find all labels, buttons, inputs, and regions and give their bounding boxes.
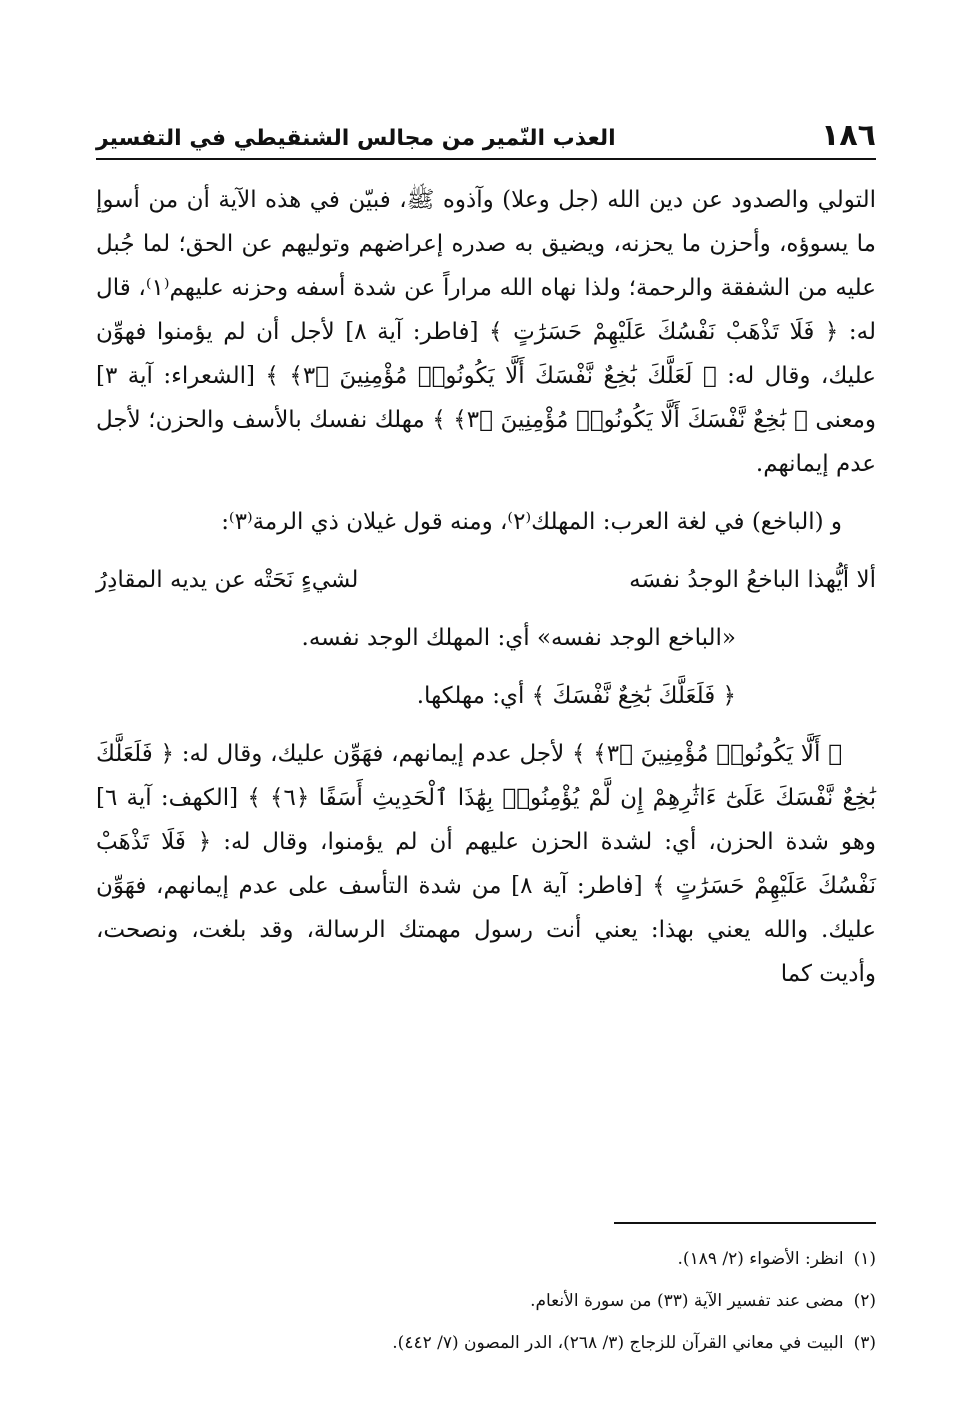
paragraph-1: التولي والصدود عن دين الله (جل وعلا) وآذوه ﷺ، فبيّن في هذه الآية أن من أسوإ ما يسوؤه، وأحزن ما يحزنه، ويضيق به صدره إعراضهم وتوليهم عن الحق؛ لما جُبل عليه من الشفقة والرحمة؛ ولذا نهاه الله مراراً عن شدة أسفه وحزنه عليهم⁽١⁾، قال له: ﴿ فَلَا تَذْهَبْ نَفْسُكَ عَلَيْهِمْ حَسَرَٰتٍ ﴾ [فاطر: آية ٨] لأجل أن لم يؤمنوا فهوِّن عليك، وقال له: ﴿ لَعَلَّكَ بَٰخِعٌ نَّفْسَكَ أَلَّا يَكُونُوا۟ مُؤْمِنِينَ ﴿٣﴾ ﴾ [الشعراء: آية ٣] ومعنى ﴿ بَٰخِعٌ نَّفْسَكَ أَلَّا يَكُونُوا۟ مُؤْمِنِينَ ﴿٣﴾ ﴾ مهلك نفسك بالأسف والحزن؛ لأجل عدم إيمانهم. [96, 187, 877, 477]
footnote-divider [614, 1222, 876, 1224]
footnote-number: (٣) [853, 1333, 876, 1353]
footnote-2 [96, 1280, 876, 1322]
footnotes [96, 1238, 876, 1364]
footnote-3 [96, 1322, 876, 1364]
footnote-number: (١) [853, 1249, 876, 1269]
main-text [96, 178, 876, 1010]
footnote-1 [96, 1238, 876, 1280]
footnote-text: انظر: الأضواء (٢/ ١٨٩). [677, 1249, 844, 1269]
poetry-verse [96, 558, 876, 602]
paragraph-3: ﴿ أَلَّا يَكُونُوا۟ مُؤْمِنِينَ ﴿٣﴾ ﴾ لأجل عدم إيمانهم، فهَوِّن عليك، وقال له: ﴿ فَلَعَلَّكَ بَٰخِعٌ نَّفْسَكَ عَلَىٰٓ ءَاثَٰرِهِمْ إِن لَّمْ يُؤْمِنُوا۟ بِهَٰذَا ٱلْحَدِيثِ أَسَفًا ﴿٦﴾ ﴾ [الكهف: آية ٦] وهو شدة الحزن، أي: لشدة الحزن عليهم أن لم يؤمنوا، وقال له: ﴿ فَلَا تَذْهَبْ نَفْسُكَ عَلَيْهِمْ حَسَرَٰتٍ ﴾ [فاطر: آية ٨] من شدة التأسف على عدم إيمانهم، فهَوِّن عليك. والله يعني بهذا: يعني أنت رسول مهمتك الرسالة، وقد بلغت، ونصحت، وأديت كما [96, 741, 876, 987]
page-number: ١٨٦ [821, 118, 876, 153]
verse-first-hemistich: ألا أيُّهذا الباخعُ الوجدُ نفسَه [629, 567, 876, 593]
gloss-2: ﴿ فَلَعَلَّكَ بَٰخِعٌ نَّفْسَكَ ﴾ أي: مهلكها. [416, 683, 736, 709]
gloss-1: «الباخع الوجد نفسه» أي: المهلك الوجد نفسه. [301, 625, 736, 651]
footnote-text: البيت في معاني القرآن للزجاج (٣/ ٢٦٨)، الدر المصون (٧/ ٤٤٢). [392, 1333, 844, 1353]
book-title: العذب النّمير من مجالس الشنقيطي في التفسير [96, 126, 616, 151]
verse-second-hemistich: لشيءٍ نَحَتْه عن يديه المقادِرُ [96, 567, 359, 593]
footnote-text: مضى عند تفسير الآية (٣٣) من سورة الأنعام. [530, 1291, 844, 1311]
paragraph-2: و (الباخع) في لغة العرب: المهلك⁽٢⁾، ومنه قول غيلان ذي الرمة⁽٣⁾: [221, 509, 842, 535]
footnote-number: (٢) [853, 1291, 876, 1311]
running-header [96, 108, 876, 160]
